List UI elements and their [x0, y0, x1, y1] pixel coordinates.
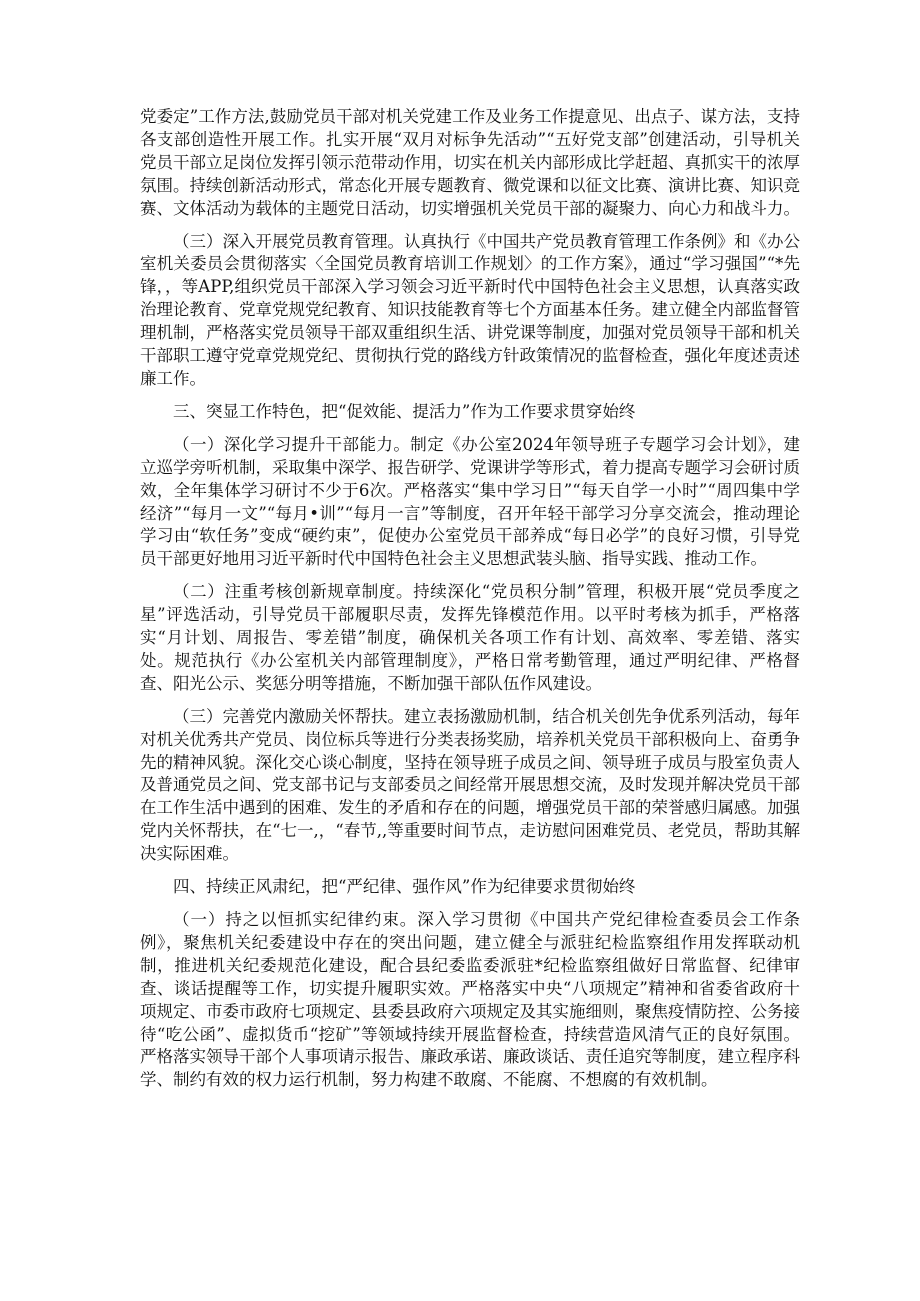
section-heading-4: 四、持续正风肃纪，把“严纪律、强作风”作为纪律要求贯彻始终 [173, 877, 636, 897]
document-page [140, 106, 800, 1102]
paragraph-discipline: （一）持之以恒抓实纪律约束。深入学习贯彻《中国共产党纪律检查委员会工作条例》，聚焦机关纪委建设中存在的突出问题，建立健全与派驻纪检监察组作用发挥联动机制，推进机关纪委规范化建设，配合县纪委监委派驻*纪检监察组做好日常监督、纪律审查、谈话提醒等工作，切实提升履职实效。严格落实中央“八项规定”精神和省委省政府十项规定、市委市政府七项规定、县委县政府六项规定及其实施细则，聚焦疫情防控、公务接待“吃公函”、虚拟货币“挖矿”等领域持续开展监督检查，持续营造风清气正的良好氛围。严格落实领导干部个人事项请示报告、廉政承诺、廉政谈话、责任追究等制度，建立程序科学、制约有效的权力运行机制，努力构建不敢腐、不能腐、不想腐的有效机制。 [140, 910, 800, 1090]
paragraph-assessment-rules: （二）注重考核创新规章制度。持续深化“党员积分制”管理，积极开展“党员季度之星”评选活动，引导党员干部履职尽责，发挥先锋模范作用。以平时考核为抓手，严格落实“月计划、周报告、零差错”制度，确保机关各项工作有计划、高效率、零差错、落实处。规范执行《办公室机关内部管理制度》，严格日常考勤管理，通过严明纪律、严格督查、阳光公示、奖惩分明等措施，不断加强干部队伍作风建设。 [140, 582, 800, 693]
paragraph-party-education: （三）深入开展党员教育管理。认真执行《中国共产党员教育管理工作条例》和《办公室机关委员会贯彻落实〈全国党员教育培训工作规划〉的工作方案》，通过“学习强国”“*先锋，，等APP,组织党员干部深入学习领会习近平新时代中国特色社会主义思想，认真落实政治理论教育、党章党规党纪教育、知识技能教育等七个方面基本任务。建立健全内部监督管理机制，严格落实党员领导干部双重组织生活、讲党课等制度，加强对党员领导干部和机关干部职工遵守党章党规党纪、贯彻执行党的路线方针政策情况的监督检查，强化年度述责述廉工作。 [140, 231, 800, 388]
paragraph-continuation: 党委定”工作方法,鼓励党员干部对机关党建工作及业务工作提意见、出点子、谋方法，支持各支部创造性开展工作。扎实开展“双月对标争先活动”“五好党支部”创建活动，引导机关党员干部立足岗位发挥引领示范带动作用，切实在机关内部形成比学赶超、真抓实干的浓厚氛围。持续创新活动形式，常态化开展专题教育、微党课和以征文比赛、演讲比赛、知识竞赛、文体活动为载体的主题党日活动，切实增强机关党员干部的凝聚力、向心力和战斗力。 [140, 107, 800, 218]
paragraph-incentive-care: （三）完善党内激励关怀帮扶。建立表扬激励机制，结合机关创先争优系列活动，每年对机关优秀共产党员、岗位标兵等进行分类表扬奖励，培养机关党员干部积极向上、奋勇争先的精神风貌。深化交心谈心制度，坚持在领导班子成员之间、领导班子成员与股室负责人及普通党员之间、党支部书记与支部委员之间经常开展思想交流，及时发现并解决党员干部在工作生活中遇到的困难、发生的矛盾和存在的问题，增强党员干部的荣誉感归属感。加强党内关怀帮扶，在“七一,，“春节,,等重要时间节点，走访慰问困难党员、老党员，帮助其解决实际困难。 [140, 706, 800, 864]
section-heading-3: 三、突显工作特色，把“促效能、提活力”作为工作要求贯穿始终 [173, 401, 636, 421]
paragraph-study-ability: （一）深化学习提升干部能力。制定《办公室2024年领导班子专题学习会计划》，建立巡学旁听机制，采取集中深学、报告研学、党课讲学等形式，着力提高专题学习会研讨质效，全年集体学习研讨不少于6次。严格落实“集中学习日”“每天自学一小时”“周四集中学经济”“每月一文”“每月•训”“每月一言”等制度，召开年轻干部学习分享交流会，推动理论学习由“软任务”变成“硬约束”，促使办公室党员干部养成“每日必学”的良好习惯，引导党员干部更好地用习近平新时代中国特色社会主义思想武装头脑、指导实践、推动工作。 [140, 434, 800, 569]
